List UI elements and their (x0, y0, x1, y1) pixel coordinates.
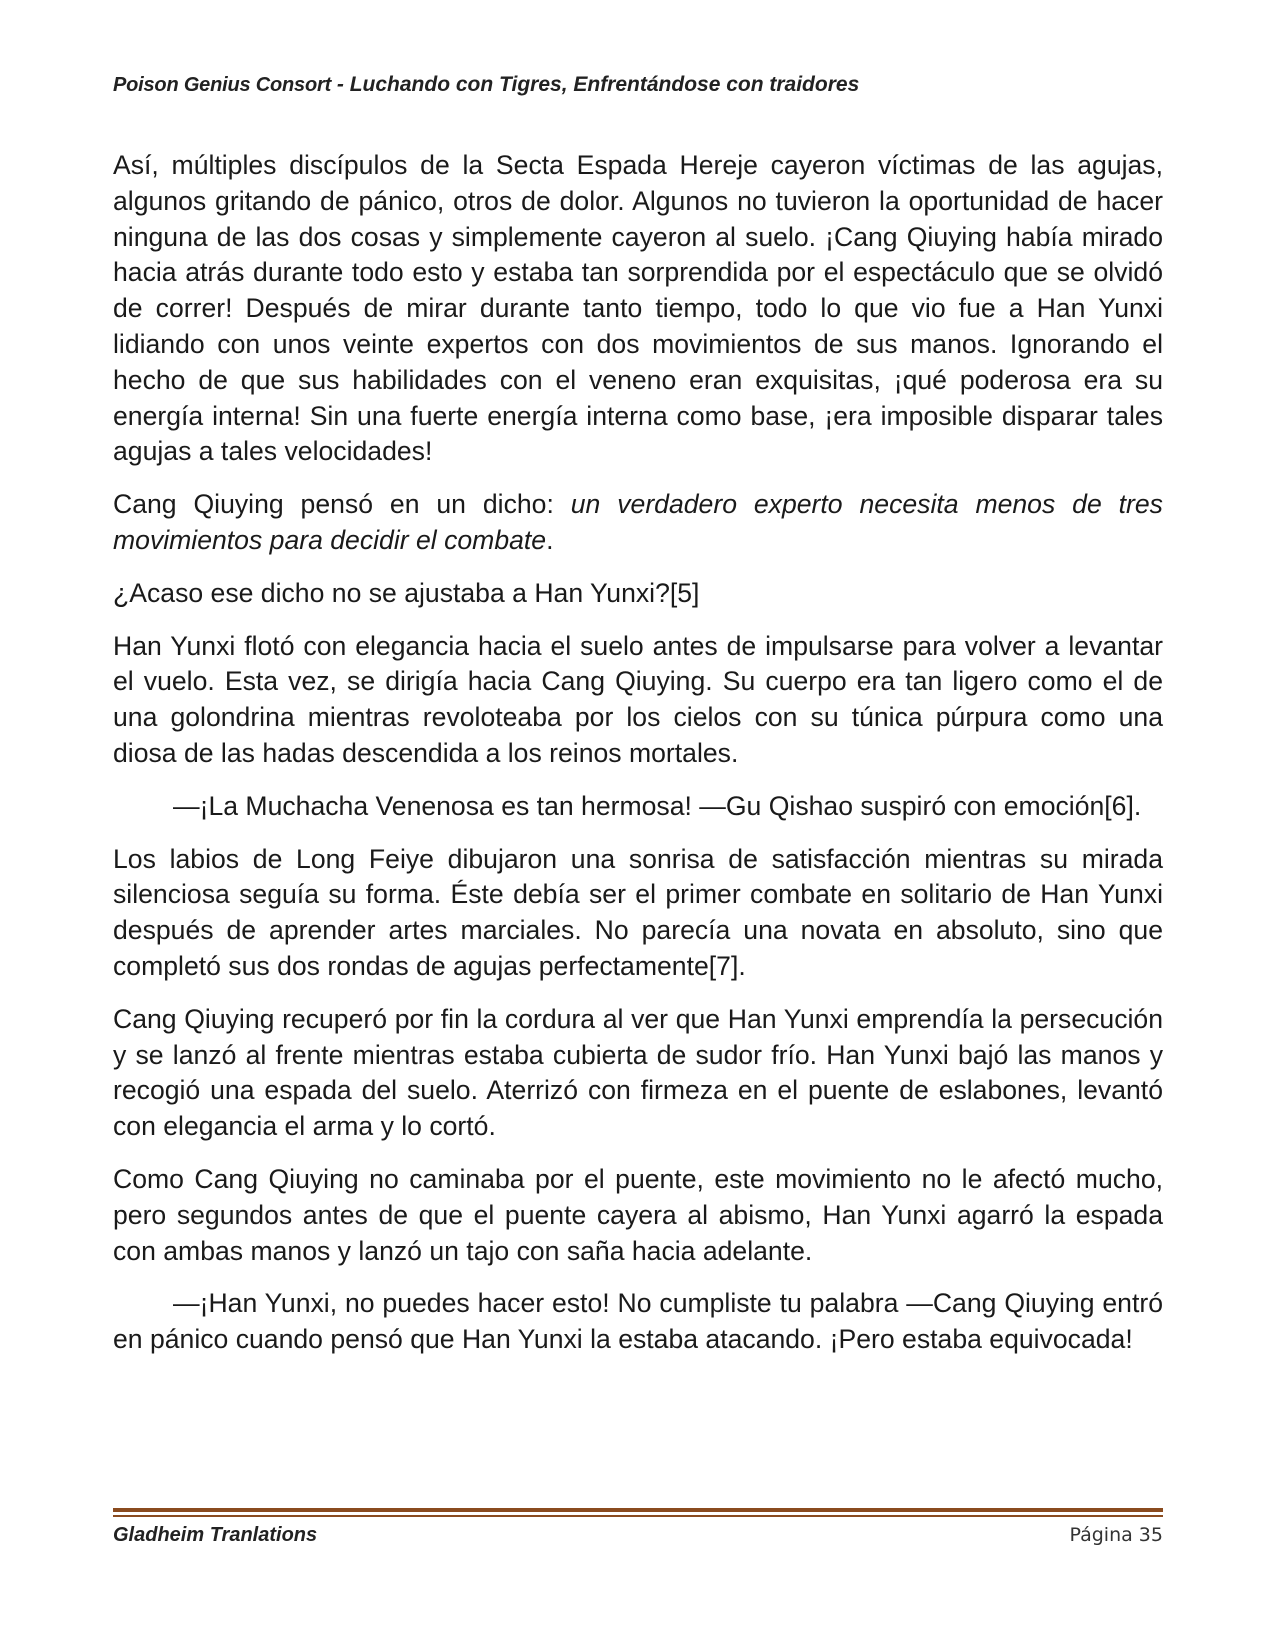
paragraph-2 (113, 487, 1163, 559)
paragraph-2-saying: un verdadero experto necesita menos de tres movimientos para decidir el combate (113, 489, 1163, 555)
page-body (113, 148, 1163, 1375)
footer-rule-thick (113, 1508, 1163, 1512)
footer-publisher: Gladheim Tranlations (113, 1524, 318, 1546)
paragraph-2-tail: . (546, 524, 554, 555)
paragraph-3: ¿Acaso ese dicho no se ajustaba a Han Yunxi?[5] (113, 577, 700, 608)
header-chapter-title: Luchando con Tigres, Enfrentándose con traidores (349, 73, 860, 96)
page-number: Página 35 (1069, 1524, 1163, 1546)
page-header (113, 73, 1163, 97)
paragraph-6: Los labios de Long Feiye dibujaron una sonrisa de satisfacción mientras su mirada silenciosa seguía su forma. Éste debía ser el primer combate en solitario de Han Yunxi después de aprender artes marciales. No parecía una novata en absoluto, sino que completó sus dos rondas de agujas perfectamente[7]. (113, 843, 1163, 981)
paragraph-4: Han Yunxi flotó con elegancia hacia el suelo antes de impulsarse para volver a levantar el vuelo. Esta vez, se dirigía hacia Cang Qiuying. Su cuerpo era tan ligero como el de una golondrina mientras revoloteaba por los cielos con su túnica púrpura como una diosa de las hadas descendida a los reinos mortales. (113, 630, 1163, 768)
paragraph-5-dialogue: —¡La Muchacha Venenosa es tan hermosa! —Gu Qishao suspiró con emoción[6]. (173, 790, 1142, 821)
paragraph-9-dialogue: —¡Han Yunxi, no puedes hacer esto! No cumpliste tu palabra —Cang Qiuying entró en pánico cuando pensó que Han Yunxi la estaba atacando. ¡Pero estaba equivocada! (113, 1288, 1163, 1355)
paragraph-8: Como Cang Qiuying no caminaba por el puente, este movimiento no le afectó mucho, pero segundos antes de que el puente cayera al abismo, Han Yunxi agarró la espada con ambas manos y lanzó un tajo con saña hacia adelante. (113, 1163, 1163, 1266)
paragraph-2-lead: Cang Qiuying pensó en un dicho: (113, 489, 571, 520)
header-series-title: Poison Genius Consort (113, 74, 332, 96)
paragraph-1: Así, múltiples discípulos de la Secta Espada Hereje cayeron víctimas de las agujas, algunos gritando de pánico, otros de dolor. Algunos no tuvieron la oportunidad de hacer ninguna de las dos cosas y simplemente cayeron al suelo. ¡Cang Qiuying había mirado hacia atrás durante todo esto y estaba tan sorprendida por el espectáculo que se olvidó de correr! Después de mirar durante tanto tiempo, todo lo que vio fue a Han Yunxi lidiando con unos veinte expertos con dos movimientos de sus manos. Ignorando el hecho de que sus habilidades con el veneno eran exquisitas, ¡qué poderosa era su energía interna! Sin una fuerte energía interna como base, ¡era imposible disparar tales agujas a tales velocidades! (113, 150, 1163, 467)
paragraph-7: Cang Qiuying recuperó por fin la cordura al ver que Han Yunxi emprendía la persecución y se lanzó al frente mientras estaba cubierta de sudor frío. Han Yunxi bajó las manos y recogió una espada del suelo. Aterrizó con firmeza en el puente de eslabones, levantó con elegancia el arma y lo cortó. (113, 1003, 1163, 1142)
footer-rule-thin (113, 1515, 1163, 1517)
header-separator: - (331, 73, 350, 96)
